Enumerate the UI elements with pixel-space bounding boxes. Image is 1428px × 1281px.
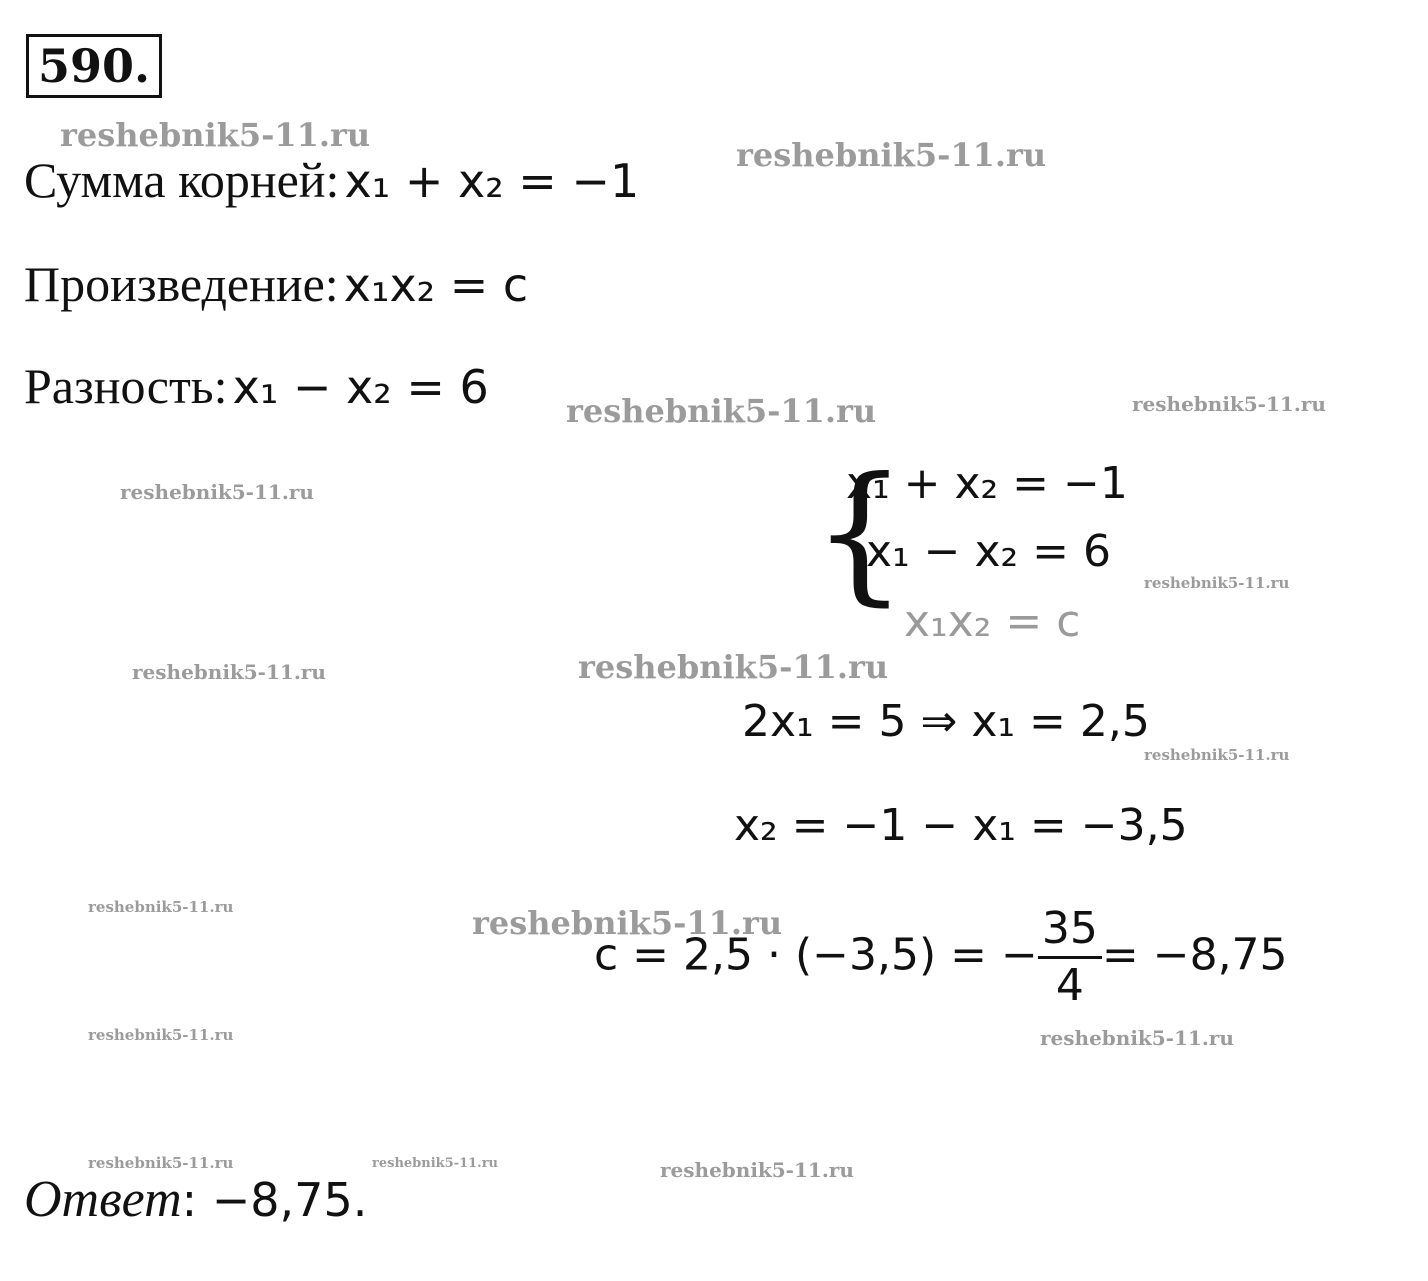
watermark: reshebnik5-11.ru [60, 116, 371, 154]
product-formula: x₁x₂ = c [343, 258, 529, 312]
watermark: reshebnik5-11.ru [736, 136, 1047, 174]
watermark: reshebnik5-11.ru [132, 660, 326, 684]
difference-label: Разность: [24, 358, 228, 414]
watermark: reshebnik5-11.ru [1144, 746, 1290, 764]
watermark: reshebnik5-11.ru [372, 1156, 499, 1171]
watermark: reshebnik5-11.ru [578, 648, 889, 686]
system-eq3: x₁x₂ = c [904, 596, 1081, 647]
sum-label: Сумма корней: [24, 152, 340, 208]
watermark: reshebnik5-11.ru [88, 1026, 234, 1044]
product-line [24, 254, 528, 315]
fraction [1038, 902, 1102, 1013]
solution-step2: x₂ = −1 − x₁ = −3,5 [734, 800, 1188, 851]
difference-formula: x₁ − x₂ = 6 [232, 360, 489, 414]
watermark: reshebnik5-11.ru [472, 904, 783, 942]
solution-step3 [594, 902, 1288, 1013]
difference-line [24, 356, 489, 417]
answer-value: : −8,75. [181, 1173, 368, 1227]
watermark: reshebnik5-11.ru [1132, 392, 1326, 416]
system-brace: { [812, 446, 908, 620]
product-label: Произведение: [24, 256, 339, 312]
solution-step1: 2x₁ = 5 ⇒ x₁ = 2,5 [742, 696, 1150, 747]
watermark: reshebnik5-11.ru [1144, 574, 1290, 592]
watermark: reshebnik5-11.ru [88, 1154, 234, 1172]
watermark: reshebnik5-11.ru [120, 480, 314, 504]
step3-right: = −8,75 [1101, 929, 1288, 981]
problem-number: 590. [26, 34, 162, 98]
fraction-numerator: 35 [1038, 902, 1102, 959]
answer-line [24, 1170, 367, 1230]
watermark: reshebnik5-11.ru [660, 1158, 854, 1182]
answer-label: Ответ [24, 1171, 182, 1228]
watermark: reshebnik5-11.ru [88, 898, 234, 916]
system-eq1: x₁ + x₂ = −1 [846, 458, 1128, 509]
watermark: reshebnik5-11.ru [1040, 1026, 1234, 1050]
sum-line [24, 150, 639, 211]
watermark: reshebnik5-11.ru [566, 392, 877, 430]
step3-left: c = 2,5 · (−3,5) = − [594, 929, 1038, 981]
fraction-denominator: 4 [1055, 960, 1084, 1011]
system-eq2: x₁ − x₂ = 6 [866, 526, 1112, 577]
sum-formula: x₁ + x₂ = −1 [344, 154, 640, 208]
